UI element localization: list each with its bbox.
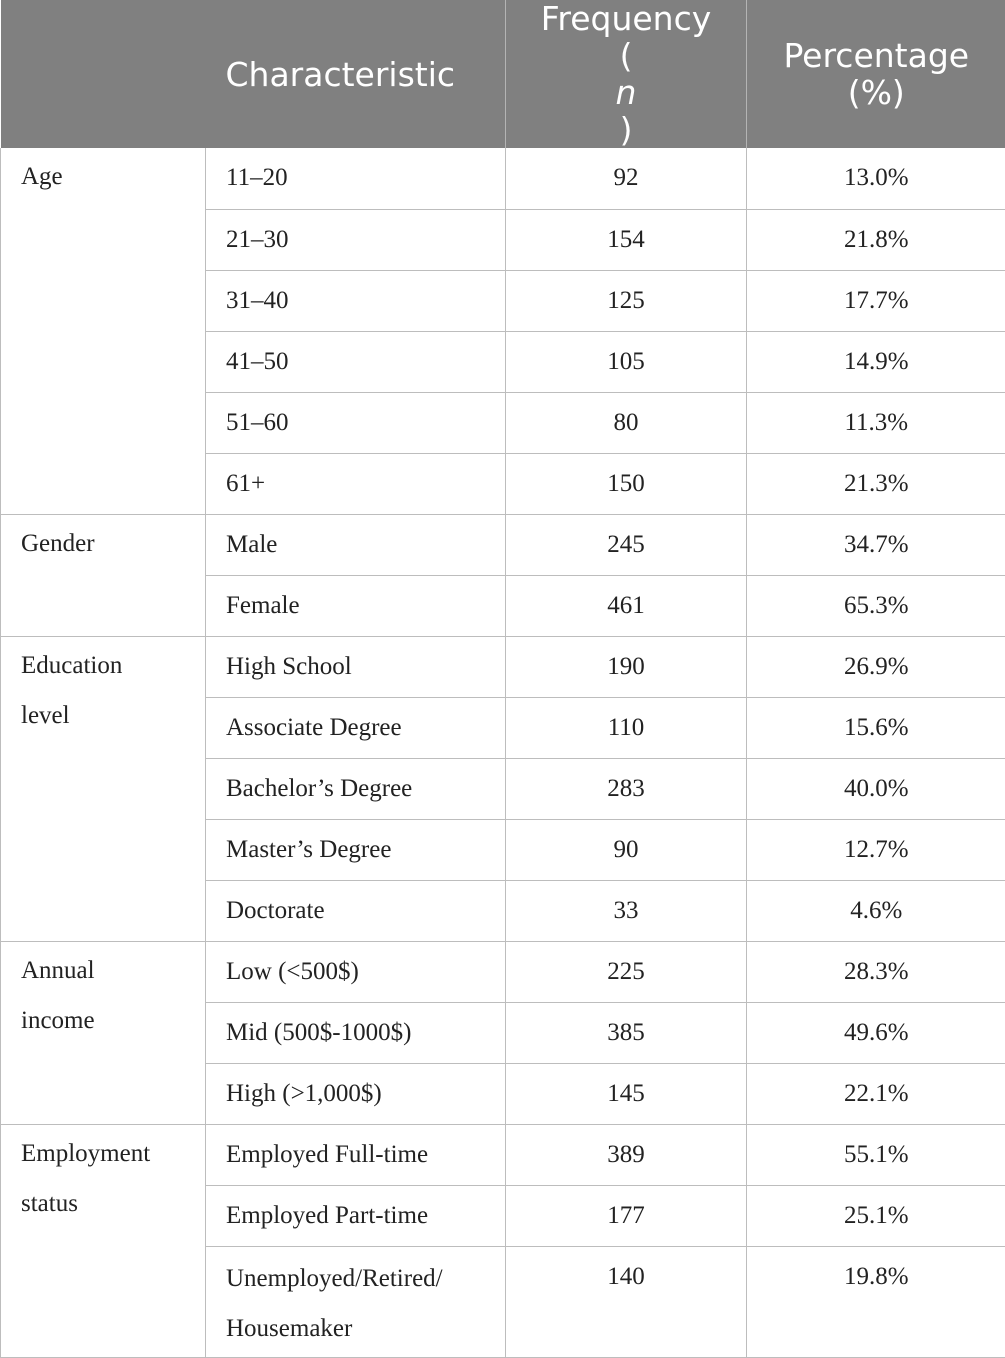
subcategory-cell: High School xyxy=(206,636,506,697)
percentage-cell: 13.0% xyxy=(747,148,1005,209)
frequency-cell: 92 xyxy=(506,148,747,209)
frequency-cell: 150 xyxy=(506,453,747,514)
percentage-cell: 26.9% xyxy=(747,636,1005,697)
frequency-cell: 140 xyxy=(506,1246,747,1357)
subcategory-cell: 61+ xyxy=(206,453,506,514)
header-characteristic xyxy=(1,0,506,148)
percentage-cell: 21.8% xyxy=(747,209,1005,270)
subcategory-cell: Master’s Degree xyxy=(206,819,506,880)
percentage-cell: 11.3% xyxy=(747,392,1005,453)
subcategory-cell: Male xyxy=(206,514,506,575)
table-row xyxy=(1,514,1005,575)
table-header xyxy=(1,0,1005,148)
header-frequency-line2: ( n ) xyxy=(506,37,746,148)
category-label: income xyxy=(21,996,195,1046)
frequency-cell: 190 xyxy=(506,636,747,697)
header-characteristic-label: Characteristic xyxy=(21,55,456,94)
subcategory-cell: Low (<500$) xyxy=(206,941,506,1002)
header-percentage xyxy=(747,0,1005,148)
percentage-cell: 17.7% xyxy=(747,270,1005,331)
percentage-cell: 14.9% xyxy=(747,331,1005,392)
frequency-cell: 177 xyxy=(506,1185,747,1246)
frequency-cell: 461 xyxy=(506,575,747,636)
category-cell xyxy=(1,1124,206,1357)
category-cell xyxy=(1,148,206,514)
header-percentage-line2: (%) xyxy=(747,74,1005,111)
frequency-cell: 283 xyxy=(506,758,747,819)
category-label: Education xyxy=(21,641,195,691)
percentage-cell: 55.1% xyxy=(747,1124,1005,1185)
header-percentage-line1: Percentage xyxy=(747,37,1005,74)
frequency-cell: 154 xyxy=(506,209,747,270)
table-body xyxy=(1,148,1005,1357)
percentage-cell: 19.8% xyxy=(747,1246,1005,1357)
percentage-cell: 15.6% xyxy=(747,697,1005,758)
category-cell xyxy=(1,514,206,636)
percentage-cell: 4.6% xyxy=(747,880,1005,941)
percentage-cell: 40.0% xyxy=(747,758,1005,819)
percentage-cell: 49.6% xyxy=(747,1002,1005,1063)
subcategory-cell: 51–60 xyxy=(206,392,506,453)
subcategory-cell: 11–20 xyxy=(206,148,506,209)
subcategory-cell: Bachelor’s Degree xyxy=(206,758,506,819)
subcategory-cell: Associate Degree xyxy=(206,697,506,758)
frequency-cell: 225 xyxy=(506,941,747,1002)
frequency-cell: 385 xyxy=(506,1002,747,1063)
percentage-cell: 34.7% xyxy=(747,514,1005,575)
percentage-cell: 22.1% xyxy=(747,1063,1005,1124)
header-row xyxy=(1,0,1005,148)
frequency-cell: 125 xyxy=(506,270,747,331)
subcategory-cell: High (>1,000$) xyxy=(206,1063,506,1124)
frequency-cell: 80 xyxy=(506,392,747,453)
table-row xyxy=(1,148,1005,209)
table-row xyxy=(1,941,1005,1002)
subcategory-cell: 41–50 xyxy=(206,331,506,392)
percentage-cell: 12.7% xyxy=(747,819,1005,880)
category-label: Annual xyxy=(21,946,195,996)
subcategory-cell: Mid (500$-1000$) xyxy=(206,1002,506,1063)
category-label: Gender xyxy=(21,519,195,569)
category-label: level xyxy=(21,691,195,741)
percentage-cell: 28.3% xyxy=(747,941,1005,1002)
percentage-cell: 25.1% xyxy=(747,1185,1005,1246)
header-frequency-line1: Frequency xyxy=(506,0,746,37)
frequency-cell: 389 xyxy=(506,1124,747,1185)
subcategory-label: Housemaker xyxy=(226,1304,505,1354)
subcategory-cell: Employed Part-time xyxy=(206,1185,506,1246)
subcategory-label: Unemployed/Retired/ xyxy=(226,1254,505,1304)
frequency-cell: 105 xyxy=(506,331,747,392)
category-label: Age xyxy=(21,152,195,202)
header-frequency-n: n xyxy=(506,74,746,111)
subcategory-cell: Female xyxy=(206,575,506,636)
table-row xyxy=(1,1124,1005,1185)
subcategory-cell: 21–30 xyxy=(206,209,506,270)
category-cell xyxy=(1,941,206,1124)
percentage-cell: 21.3% xyxy=(747,453,1005,514)
frequency-cell: 33 xyxy=(506,880,747,941)
frequency-cell: 110 xyxy=(506,697,747,758)
category-label: status xyxy=(21,1179,195,1229)
frequency-cell: 145 xyxy=(506,1063,747,1124)
frequency-cell: 245 xyxy=(506,514,747,575)
subcategory-cell: Doctorate xyxy=(206,880,506,941)
subcategory-cell: 31–40 xyxy=(206,270,506,331)
frequency-cell: 90 xyxy=(506,819,747,880)
subcategory-cell: Employed Full-time xyxy=(206,1124,506,1185)
category-cell xyxy=(1,636,206,941)
subcategory-cell xyxy=(206,1246,506,1357)
header-frequency xyxy=(506,0,747,148)
category-label: Employment xyxy=(21,1129,195,1179)
table-row xyxy=(1,636,1005,697)
percentage-cell: 65.3% xyxy=(747,575,1005,636)
